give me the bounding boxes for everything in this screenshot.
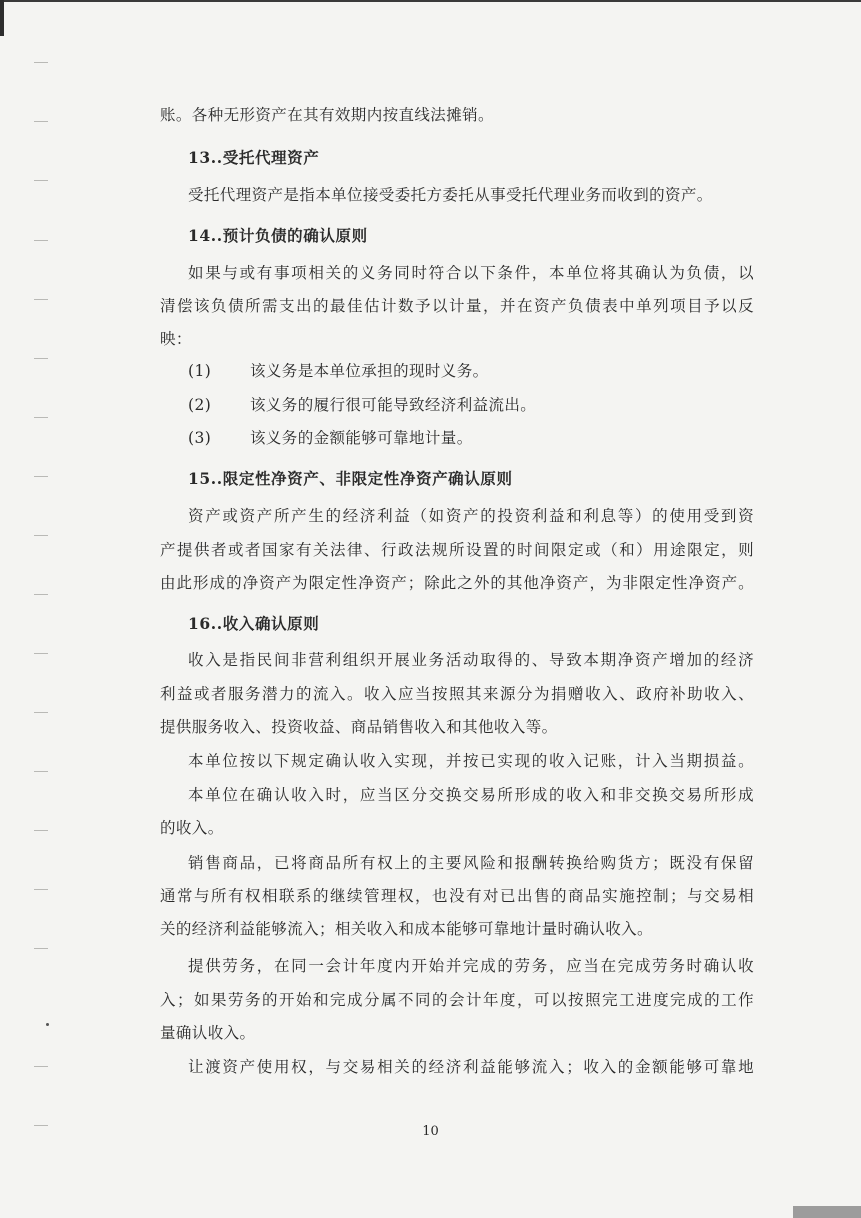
paragraph-line-wrap — [188, 956, 754, 976]
paragraph-line: 产提供者或者国家有关法律、行政法规所设置的时间限定或（和）用途限定，则 — [160, 541, 754, 559]
paragraph-line: 清偿该负债所需支出的最佳估计数予以计量，并在资产负债表中单列项目予以反 — [160, 297, 754, 315]
binding-mark — [34, 476, 48, 477]
section-heading-16: 16..收入确认原则 — [188, 614, 320, 633]
paragraph-line: 入；如果劳务的开始和完成分属不同的会计年度，可以按照完工进度完成的工作 — [160, 991, 754, 1009]
binding-mark — [34, 948, 48, 949]
paragraph-line-wrap — [160, 684, 754, 704]
paragraph-line-wrap — [188, 1057, 754, 1077]
list-item-number: (1) — [188, 362, 212, 380]
binding-mark — [34, 121, 48, 122]
scan-left-edge — [0, 0, 4, 36]
binding-mark — [34, 889, 48, 890]
paragraph-line: 资产或资产所产生的经济利益（如资产的投资利益和利息等）的使用受到资 — [188, 507, 754, 525]
paragraph-line-wrap — [160, 886, 754, 906]
paragraph-line-wrap — [188, 650, 754, 670]
paragraph-line: 提供服务收入、投资收益、商品销售收入和其他收入等。 — [160, 718, 558, 736]
binding-mark — [34, 1066, 48, 1067]
binding-mark — [34, 417, 48, 418]
list-item-text: 该义务的履行很可能导致经济利益流出。 — [250, 396, 537, 414]
paragraph-line: 通常与所有权相联系的继续管理权，也没有对已出售的商品实施控制；与交易相 — [160, 887, 754, 905]
paragraph-line: 由此形成的净资产为限定性净资产；除此之外的其他净资产，为非限定性净资产。 — [160, 574, 754, 592]
paragraph-line-wrap — [188, 751, 754, 771]
scan-corner-artifact — [793, 1206, 861, 1218]
binding-mark — [34, 299, 48, 300]
binding-mark — [34, 712, 48, 713]
paragraph-line: 账。各种无形资产在其有效期内按直线法摊销。 — [160, 106, 494, 124]
list-item-text: 该义务的金额能够可靠地计量。 — [250, 429, 473, 447]
paragraph-line-wrap — [188, 263, 754, 283]
paragraph-line: 让渡资产使用权，与交易相关的经济利益能够流入；收入的金额能够可靠地 — [188, 1058, 754, 1076]
paragraph-line: 映： — [160, 330, 192, 348]
binding-mark — [34, 771, 48, 772]
binding-mark — [34, 830, 48, 831]
binding-mark — [34, 358, 48, 359]
paragraph-line-wrap — [160, 540, 754, 560]
paragraph-line: 的收入。 — [160, 819, 224, 837]
list-item-text: 该义务是本单位承担的现时义务。 — [250, 362, 489, 380]
page-number: 10 — [422, 1124, 439, 1139]
paragraph-line: 本单位按以下规定确认收入实现，并按已实现的收入记账，计入当期损益。 — [188, 752, 754, 770]
paragraph-line: 利益或者服务潜力的流入。收入应当按照其来源分为捐赠收入、政府补助收入、 — [160, 685, 754, 703]
section-heading-15: 15..限定性净资产、非限定性净资产确认原则 — [188, 469, 513, 488]
paragraph-line: 量确认收入。 — [160, 1024, 256, 1042]
paragraph-line-wrap — [160, 990, 754, 1010]
binding-mark — [34, 240, 48, 241]
binding-mark — [34, 594, 48, 595]
section-heading-14: 14..预计负债的确认原则 — [188, 226, 368, 245]
binding-mark — [34, 653, 48, 654]
paragraph-line: 受托代理资产是指本单位接受委托方委托从事受托代理业务而收到的资产。 — [188, 186, 713, 204]
scan-speck — [46, 1023, 49, 1026]
binding-mark — [34, 535, 48, 536]
paragraph-line-wrap — [160, 296, 754, 316]
paragraph-line: 收入是指民间非营利组织开展业务活动取得的、导致本期净资产增加的经济 — [188, 651, 754, 669]
paragraph-line-wrap — [188, 506, 754, 526]
binding-mark — [34, 180, 48, 181]
paragraph-line-wrap — [160, 573, 754, 593]
paragraph-line: 如果与或有事项相关的义务同时符合以下条件，本单位将其确认为负债，以 — [188, 264, 754, 282]
list-item-number: (3) — [188, 429, 212, 447]
list-item-number: (2) — [188, 396, 212, 414]
paragraph-line: 销售商品，已将商品所有权上的主要风险和报酬转换给购货方；既没有保留 — [188, 854, 754, 872]
paragraph-line-wrap — [188, 853, 754, 873]
section-heading-13: 13..受托代理资产 — [188, 148, 320, 167]
paragraph-line-wrap — [188, 785, 754, 805]
scan-top-edge — [0, 0, 861, 2]
paragraph-line: 提供劳务，在同一会计年度内开始并完成的劳务，应当在完成劳务时确认收 — [188, 957, 754, 975]
paragraph-line: 本单位在确认收入时，应当区分交换交易所形成的收入和非交换交易所形成 — [188, 786, 754, 804]
paragraph-line: 关的经济利益能够流入；相关收入和成本能够可靠地计量时确认收入。 — [160, 920, 653, 938]
binding-mark — [34, 62, 48, 63]
